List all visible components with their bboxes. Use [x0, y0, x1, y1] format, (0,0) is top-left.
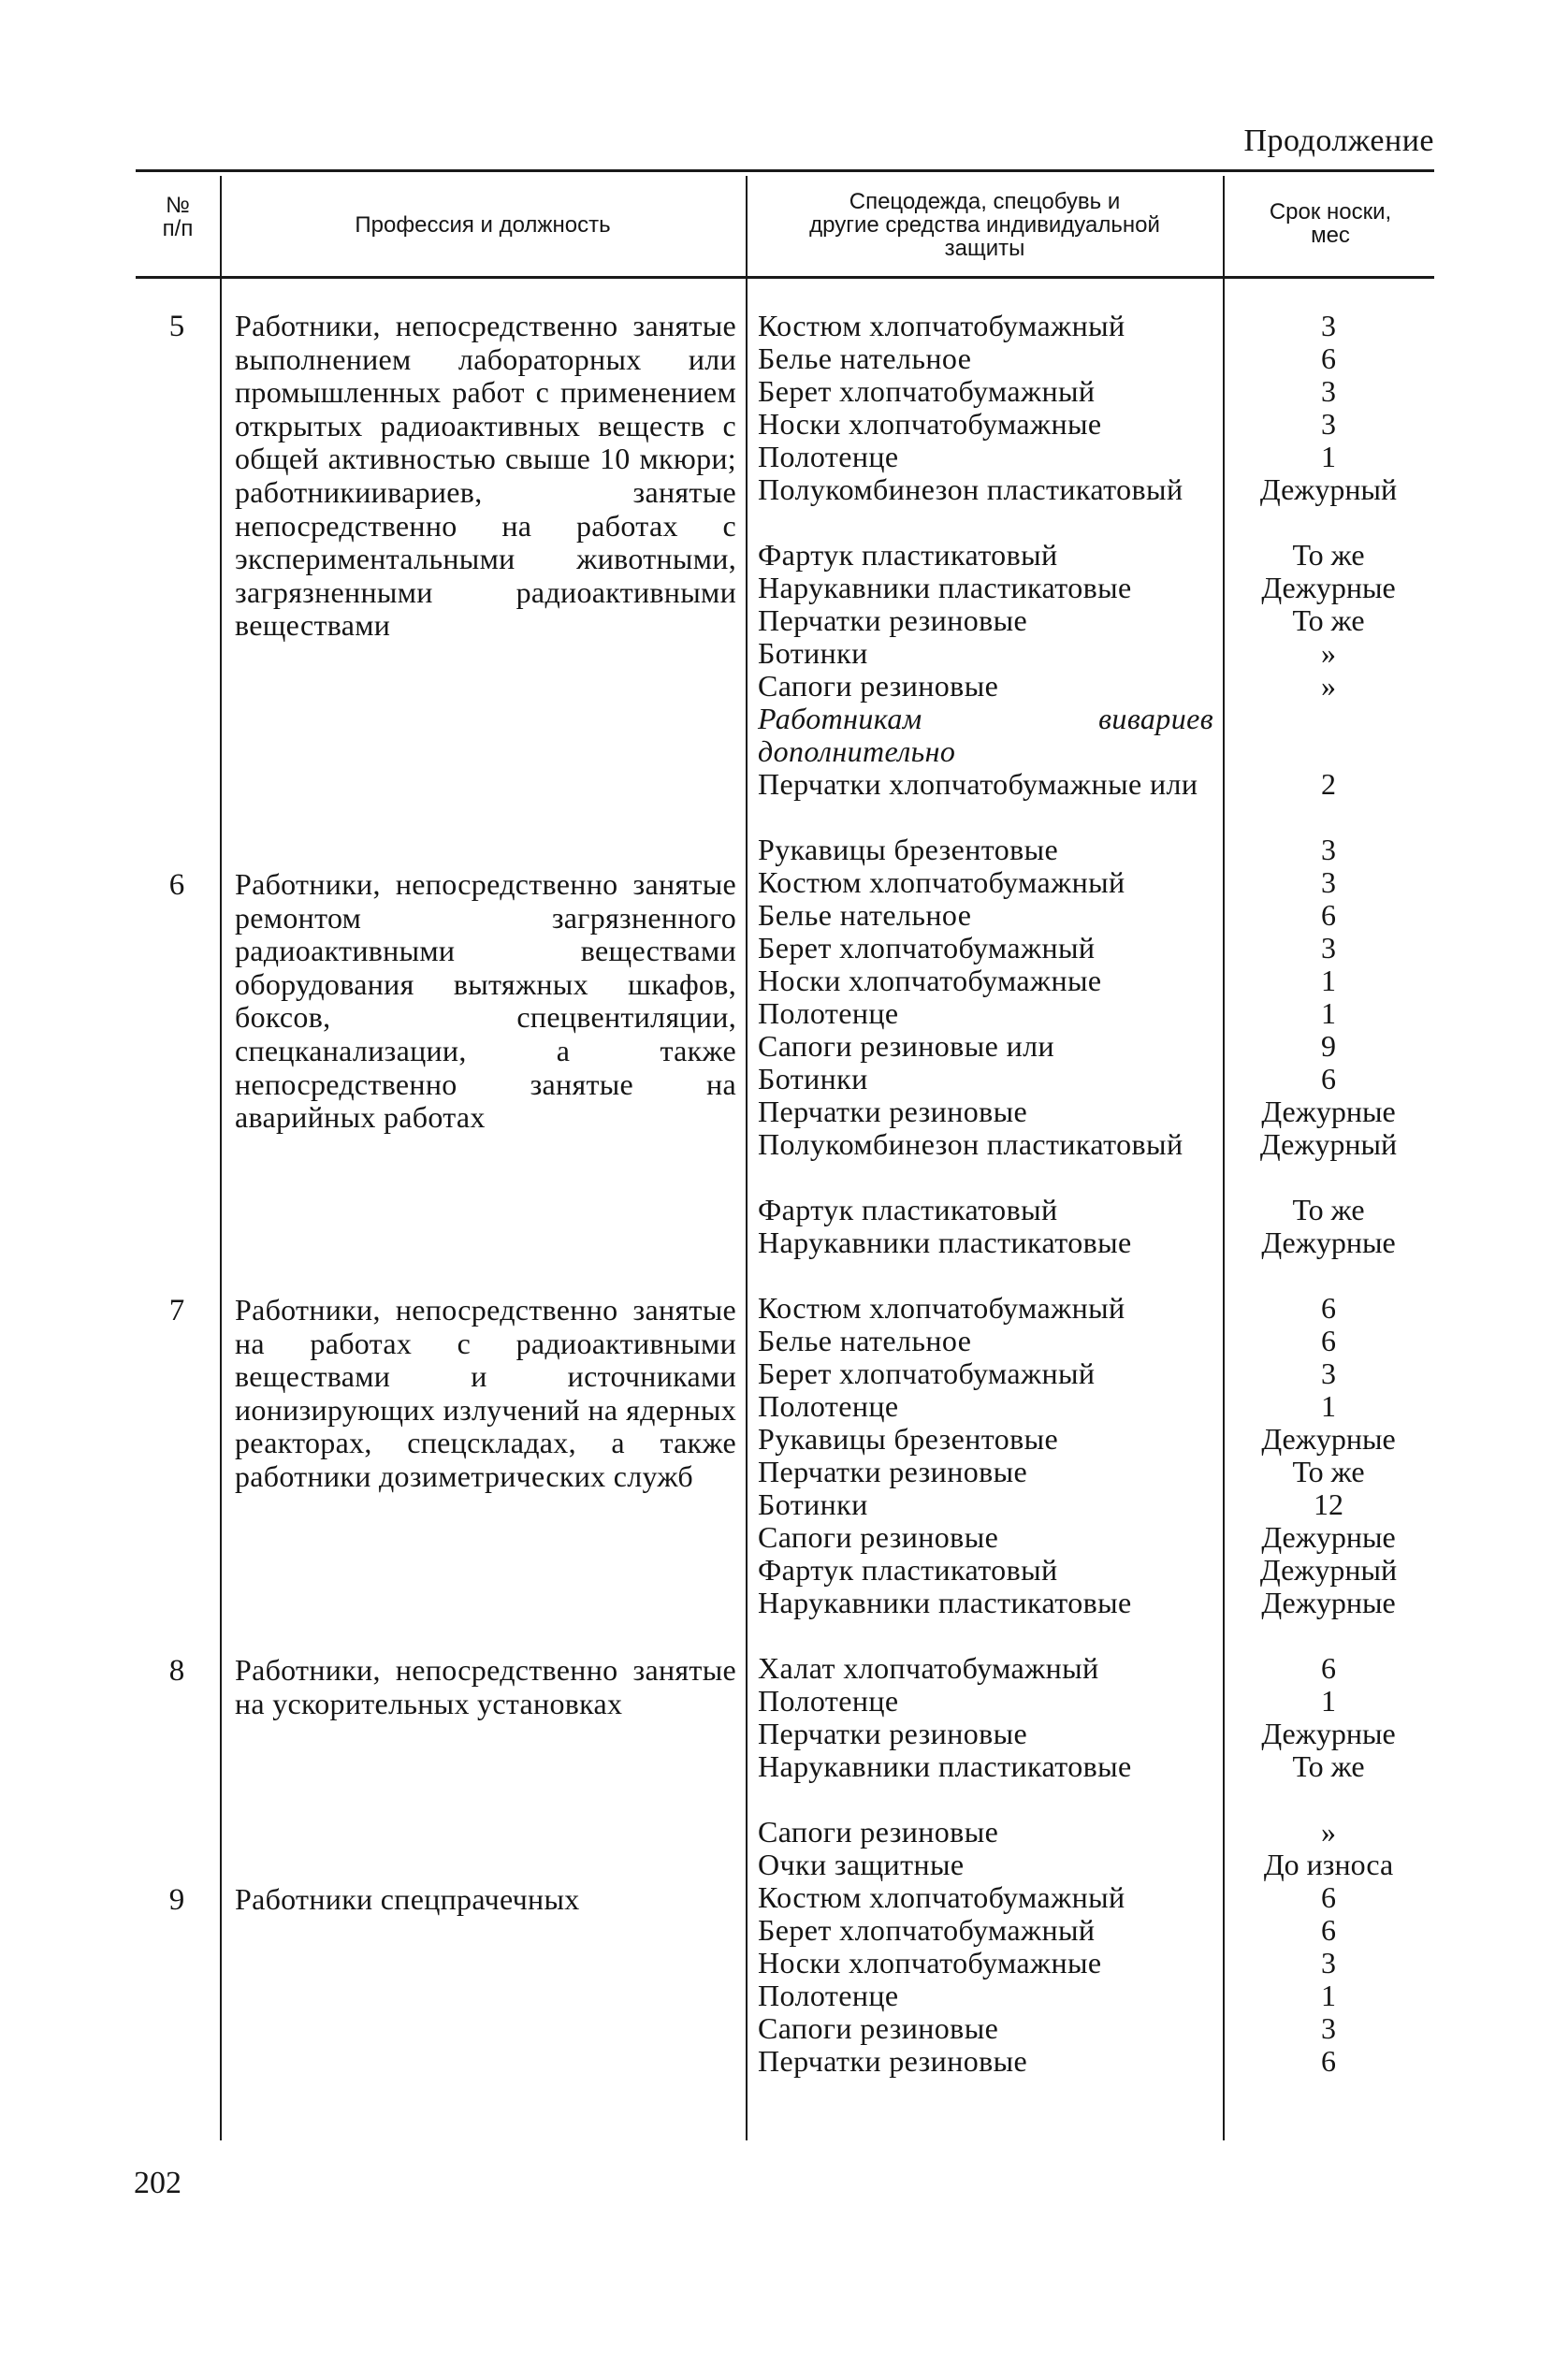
wear-term: 6: [1321, 898, 1336, 932]
ppe-item: Белье нательное: [758, 1324, 972, 1357]
ppe-item: Носки хлопчатобумажные: [758, 407, 1102, 441]
ppe-item: Рукавицы брезентовые: [758, 833, 1059, 866]
ditto-mark: »: [1321, 669, 1336, 703]
profession-text: Работники, непосредственно занятые выполнением лабораторных или промышленных работ с применением открытых радиоактивных веществ с общей активностью свыше 10 мкюри; работникиивариев, занятые непосредственно на работах с экспериментальными животными, загрязненными радиоактивными веществами: [235, 309, 736, 643]
ppe-item: Фартук пластикатовый: [758, 538, 1058, 572]
wear-term: То же: [1292, 603, 1365, 637]
ppe-item: Носки хлопчатобумажные: [758, 1946, 1102, 1980]
wear-term: 1: [1321, 964, 1336, 997]
wear-term: То же: [1292, 1193, 1365, 1226]
wear-term: Дежурный: [1259, 472, 1398, 506]
wear-term: Дежурные: [1261, 1520, 1396, 1554]
ppe-item: Полотенце: [758, 1979, 899, 2012]
header-term-line1: Срок носки,: [1269, 199, 1392, 225]
wear-term: 12: [1314, 1487, 1343, 1521]
ppe-item: Перчатки резиновые: [758, 1095, 1028, 1128]
ppe-item: Полотенце: [758, 440, 899, 473]
ppe-item: Носки хлопчатобумажные: [758, 964, 1102, 997]
wear-term: Дежурные: [1261, 1586, 1396, 1619]
ppe-item: Нарукавники пластикатовые: [758, 1586, 1132, 1619]
column-divider-2: [746, 176, 748, 2140]
wear-term: 1: [1321, 440, 1336, 473]
wear-term: 1: [1321, 1684, 1336, 1718]
wear-term: 1: [1321, 1389, 1336, 1423]
row-number: 9: [168, 1883, 185, 1917]
wear-term: Дежурные: [1261, 571, 1396, 604]
ppe-item: Костюм хлопчатобумажный: [758, 865, 1125, 899]
ppe-item: Костюм хлопчатобумажный: [758, 1291, 1125, 1325]
row-number: 7: [168, 1294, 185, 1327]
wear-term: 6: [1321, 2044, 1336, 2078]
ppe-item: Рукавицы брезентовые: [758, 1422, 1059, 1456]
ppe-subheading: Работникам вивариев дополнительно: [758, 702, 1213, 769]
wear-term: Дежурный: [1259, 1127, 1398, 1161]
ppe-item: Сапоги резиновые: [758, 1815, 999, 1849]
wear-term: 3: [1321, 931, 1336, 964]
wear-term: То же: [1292, 1455, 1365, 1488]
ppe-item: Перчатки резиновые: [758, 2044, 1028, 2078]
table-top-rule: [136, 169, 1434, 172]
profession-text: Работники, непосредственно занятые на ускорительных установках: [235, 1653, 736, 1720]
page-number: 202: [134, 2166, 181, 2200]
wear-term: До износа: [1263, 1848, 1394, 1881]
header-number-line1: №: [166, 193, 190, 218]
header-profession: Профессия и должность: [355, 212, 611, 238]
wear-term: 6: [1321, 1062, 1336, 1095]
ppe-item: Халат хлопчатобумажный: [758, 1651, 1099, 1685]
header-number-line2: п/п: [162, 216, 194, 241]
ppe-item: Костюм хлопчатобумажный: [758, 309, 1125, 342]
header-ppe-line2: другие средства индивидуальной: [809, 212, 1160, 238]
header-term-line2: мес: [1311, 223, 1350, 248]
ppe-item: Берет хлопчатобумажный: [758, 374, 1096, 408]
row-number: 8: [168, 1654, 185, 1688]
ppe-item: Перчатки резиновые: [758, 603, 1028, 637]
profession-text: Работники, непосредственно занятые на работах с радиоактивными веществами и источниками ионизирующих излучений на ядерных реакторах, спецскладах, а также работники дозиметрических служб: [235, 1293, 736, 1493]
ppe-item: Нарукавники пластикатовые: [758, 1226, 1132, 1259]
ppe-item: Ботинки: [758, 1062, 868, 1095]
wear-term: 1: [1321, 1979, 1336, 2012]
row-number: 5: [168, 310, 185, 343]
ppe-item: Фартук пластикатовый: [758, 1193, 1058, 1226]
wear-term: То же: [1292, 538, 1365, 572]
wear-term: Дежурные: [1261, 1095, 1396, 1128]
header-bottom-rule: [136, 276, 1434, 279]
wear-term: 3: [1321, 374, 1336, 408]
ppe-item: Перчатки резиновые: [758, 1455, 1028, 1488]
ppe-item: Полотенце: [758, 1684, 899, 1718]
wear-term: 3: [1321, 865, 1336, 899]
wear-term: 6: [1321, 1324, 1336, 1357]
wear-term: 6: [1321, 1913, 1336, 1947]
ppe-item: Берет хлопчатобумажный: [758, 931, 1096, 964]
wear-term: Дежурные: [1261, 1422, 1396, 1456]
wear-term: 6: [1321, 1651, 1336, 1685]
ditto-mark: »: [1321, 636, 1336, 670]
ppe-item: Полукомбинезон пластикатовый: [758, 1127, 1183, 1161]
wear-term: 2: [1321, 767, 1336, 801]
wear-term: 3: [1321, 309, 1336, 342]
ppe-item: Сапоги резиновые или: [758, 1029, 1055, 1063]
ppe-item: Фартук пластикатовый: [758, 1553, 1058, 1587]
ppe-item: Перчатки резиновые: [758, 1717, 1028, 1750]
wear-term: 9: [1321, 1029, 1336, 1063]
wear-term: 3: [1321, 1356, 1336, 1390]
ppe-item: Полотенце: [758, 996, 899, 1030]
wear-term: 6: [1321, 1880, 1336, 1914]
wear-term: То же: [1292, 1749, 1365, 1783]
ppe-item: Полотенце: [758, 1389, 899, 1423]
profession-text: Работники спецпрачечных: [235, 1882, 580, 1916]
ppe-item: Полукомбинезон пластикатовый: [758, 472, 1183, 506]
wear-term: 3: [1321, 1946, 1336, 1980]
ppe-item: Берет хлопчатобумажный: [758, 1356, 1096, 1390]
header-ppe: [748, 190, 1221, 260]
wear-term: Дежурный: [1259, 1553, 1398, 1587]
ppe-item: Берет хлопчатобумажный: [758, 1913, 1096, 1947]
wear-term: 3: [1321, 407, 1336, 441]
ppe-item: Белье нательное: [758, 341, 972, 375]
profession-text: Работники, непосредственно занятые ремонтом загрязненного радиоактивными веществами оборудования вытяжных шкафов, боксов, спецвентиляции, спецканализации, а также непосредственно занятые на аварийных работах: [235, 867, 736, 1135]
ppe-item: Нарукавники пластикатовые: [758, 1749, 1132, 1783]
header-number: [140, 194, 215, 240]
ppe-item: Сапоги резиновые: [758, 669, 999, 703]
ppe-item: Сапоги резиновые: [758, 1520, 999, 1554]
ppe-item: Очки защитные: [758, 1848, 965, 1881]
wear-term: Дежурные: [1261, 1226, 1396, 1259]
wear-term: 3: [1321, 2011, 1336, 2045]
wear-term: 1: [1321, 996, 1336, 1030]
wear-term: Дежурные: [1261, 1717, 1396, 1750]
header-ppe-line3: защиты: [944, 236, 1025, 261]
ppe-item: Сапоги резиновые: [758, 2011, 999, 2045]
header-term: [1226, 200, 1435, 247]
wear-term: 6: [1321, 1291, 1336, 1325]
ppe-item: Нарукавники пластикатовые: [758, 571, 1132, 604]
column-divider-1: [220, 176, 222, 2140]
header-ppe-line1: Спецодежда, спецобувь и: [849, 189, 1121, 214]
ppe-item: Ботинки: [758, 1487, 868, 1521]
wear-term: 6: [1321, 341, 1336, 375]
ditto-mark: »: [1321, 1815, 1336, 1849]
ppe-item: Костюм хлопчатобумажный: [758, 1880, 1125, 1914]
continued-label: Продолжение: [1243, 123, 1434, 158]
wear-term: 3: [1321, 833, 1336, 866]
ppe-item: Белье нательное: [758, 898, 972, 932]
row-number: 6: [168, 868, 185, 902]
ppe-item: Ботинки: [758, 636, 868, 670]
ppe-item: Перчатки хлопчатобумажные или: [758, 767, 1198, 801]
